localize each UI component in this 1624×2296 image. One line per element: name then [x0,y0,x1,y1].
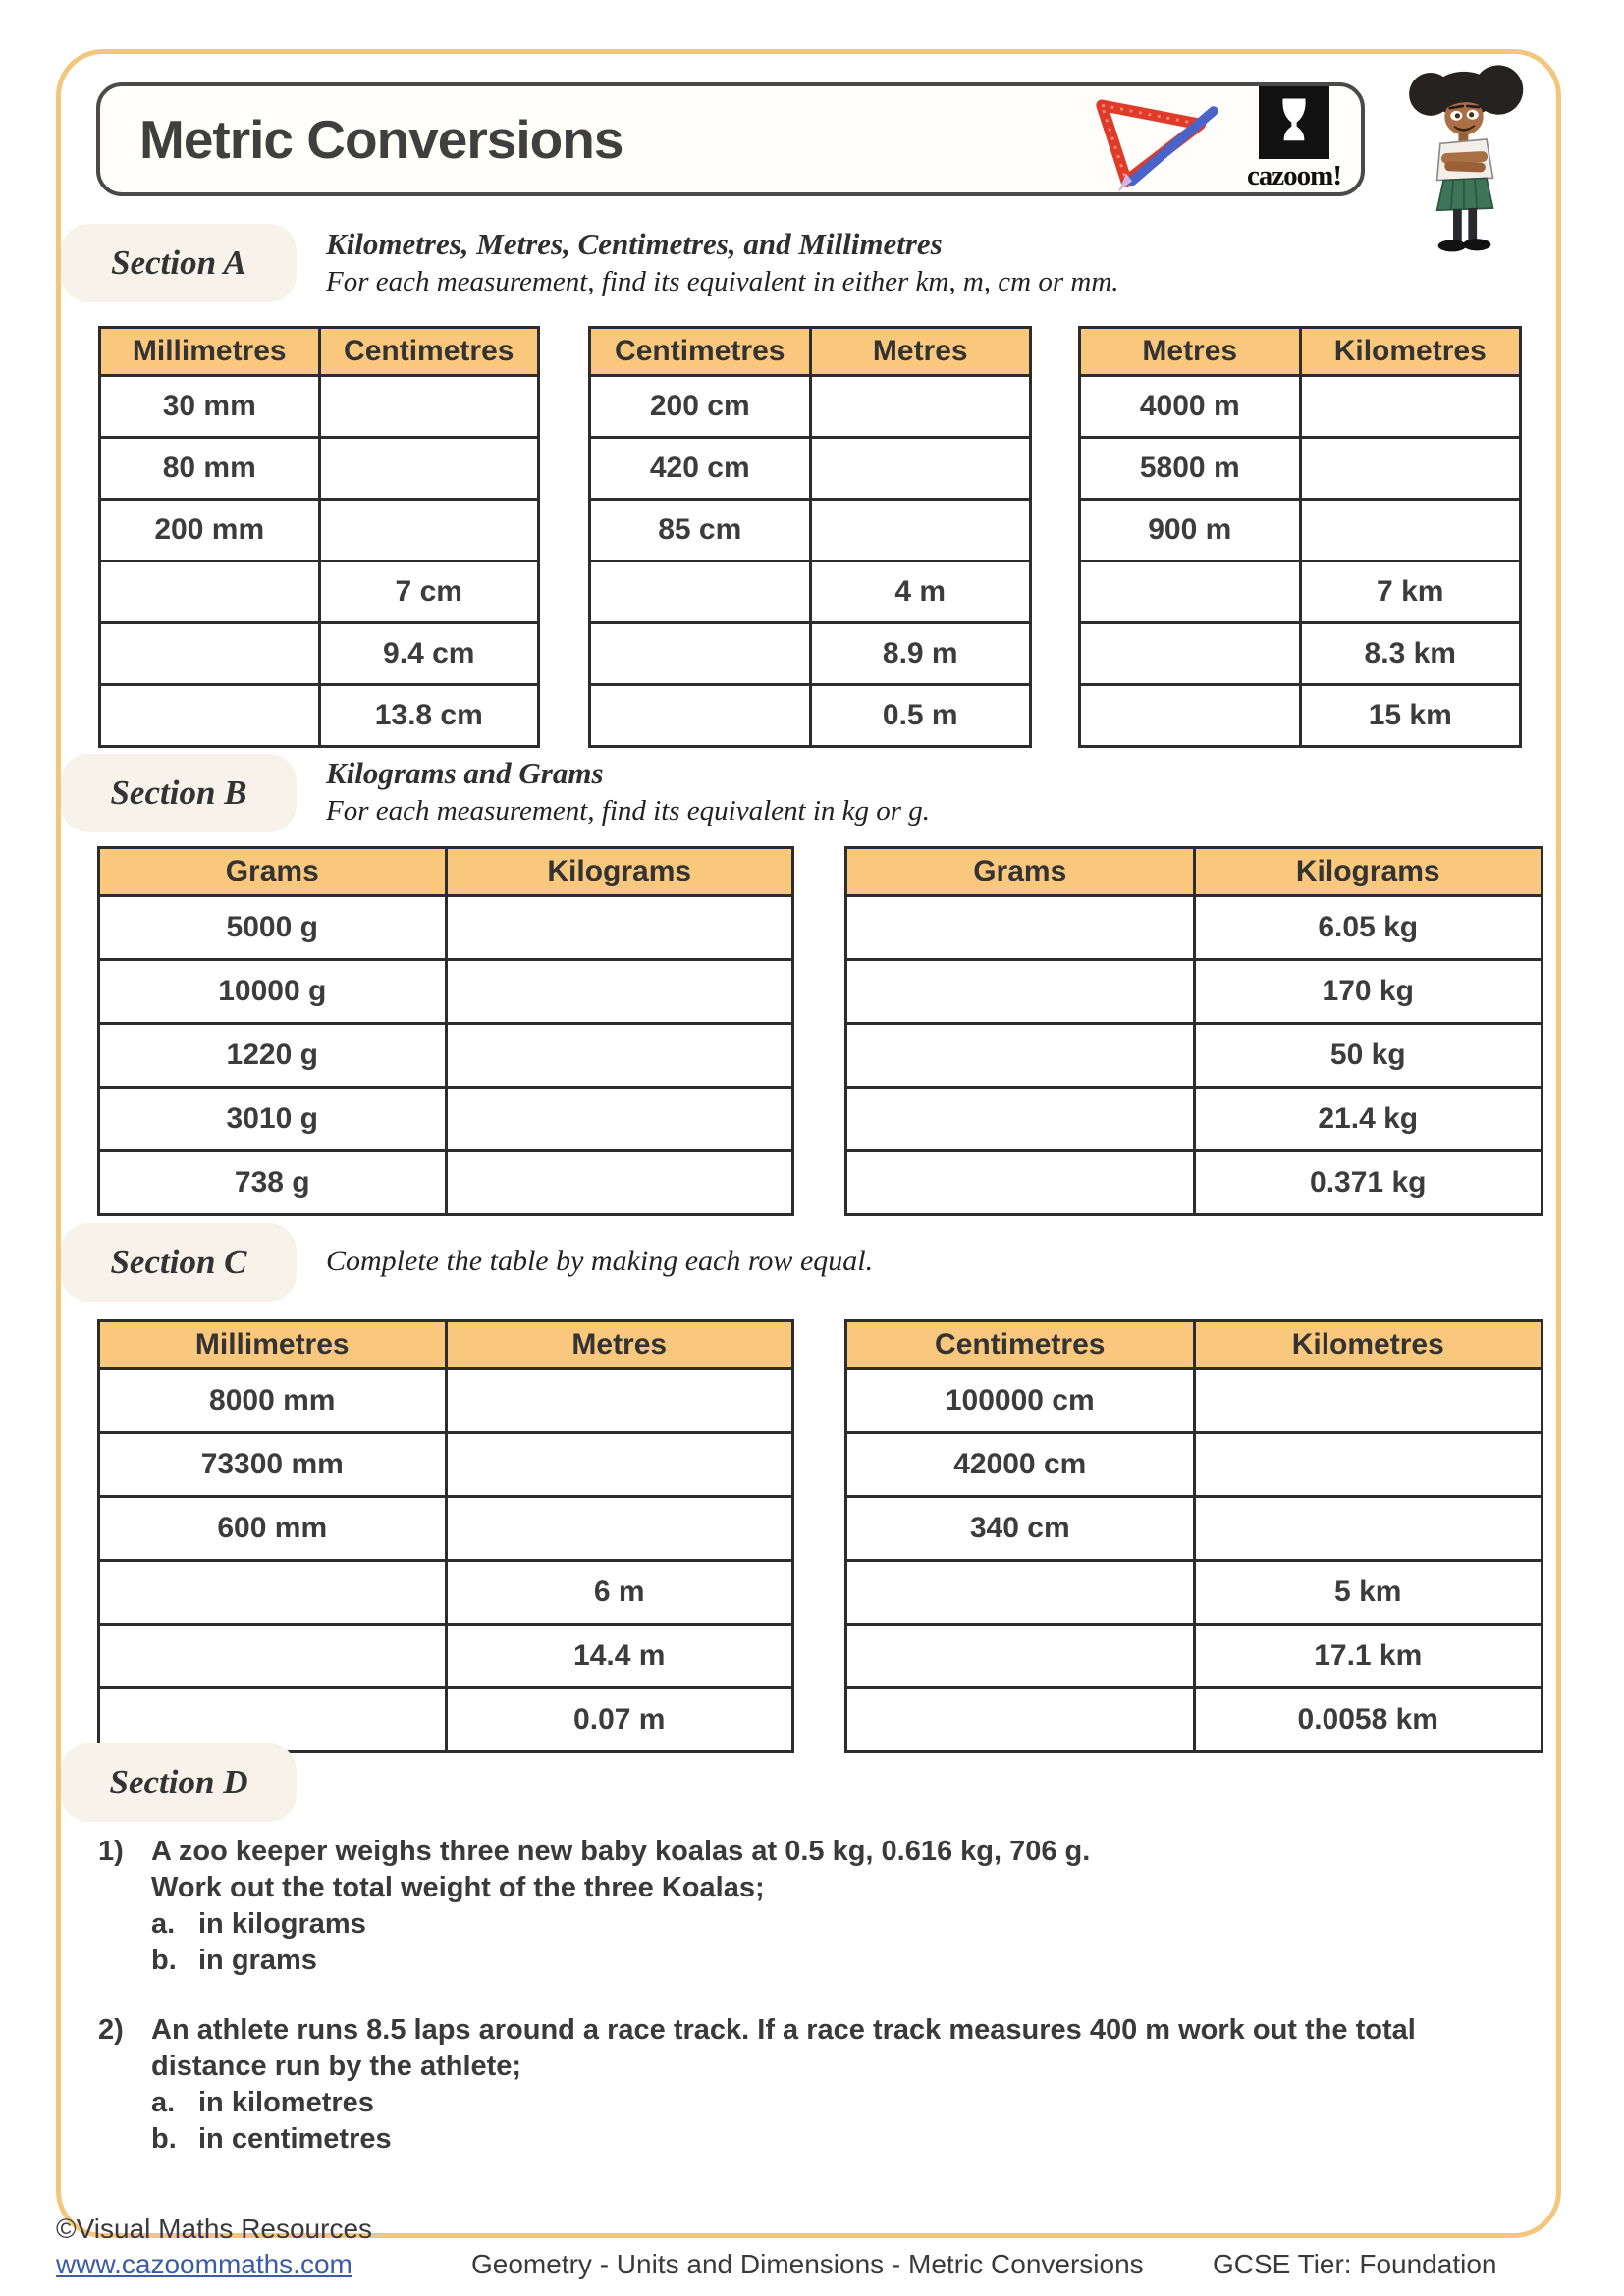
answer-cell [1194,1433,1543,1497]
table-g-to-kg [97,846,794,1216]
column-header: Grams [99,848,447,896]
table-row [846,1024,1543,1088]
table-row [99,1024,793,1088]
answer-cell [446,1369,793,1433]
problem-2 [98,2012,1416,2158]
answer-cell [446,1024,793,1088]
table-row [1080,376,1521,438]
goblet-icon [1269,93,1320,152]
problem-1-number: 1) [98,1836,124,1867]
column-header: Centimetres [319,328,539,376]
cazoom-logo-mark [1259,86,1329,159]
answer-cell [99,1688,447,1752]
table-row [99,1369,793,1433]
table-row [590,623,1031,685]
table-row [846,1433,1543,1497]
answer-cell [590,623,811,685]
value-cell: 15 km [1300,685,1521,747]
answer-cell [446,1088,793,1151]
value-cell: 420 cm [590,438,811,500]
value-cell: 85 cm [590,500,811,561]
header-row [846,848,1543,896]
column-header: Kilometres [1194,1321,1543,1369]
value-cell: 0.371 kg [1194,1151,1543,1215]
answer-cell [810,438,1031,500]
value-cell: 50 kg [1194,1024,1543,1088]
table-row [1080,500,1521,561]
table-row [99,1625,793,1688]
column-header: Grams [846,848,1195,896]
answer-cell [446,1433,793,1497]
answer-cell [446,896,793,960]
table-row [99,1151,793,1215]
problem-1 [98,1834,1090,1979]
value-cell: 14.4 m [446,1625,793,1688]
column-header: Metres [1080,328,1301,376]
table-row [1080,685,1521,747]
table-row [590,685,1031,747]
answer-cell [846,896,1195,960]
table-row [99,896,793,960]
table-row [99,960,793,1024]
value-cell: 0.07 m [446,1688,793,1752]
item-a-text: in kilograms [198,1908,366,1940]
table-row [100,685,539,747]
table-kg-to-g [844,846,1543,1216]
column-header: Kilometres [1300,328,1521,376]
answer-cell [846,1088,1195,1151]
value-cell: 17.1 km [1194,1625,1543,1688]
value-cell: 80 mm [100,438,320,500]
problem-1-line-1: A zoo keeper weighs three new baby koalas at 0.5 kg, 0.616 kg, 706 g. [151,1836,1091,1867]
value-cell: 6 m [446,1561,793,1625]
item-b-text: in centimetres [198,2123,392,2155]
column-header: Millimetres [100,328,320,376]
value-cell: 42000 cm [846,1433,1195,1497]
answer-cell [1080,623,1301,685]
table-row [99,1688,793,1752]
value-cell: 600 mm [99,1497,447,1561]
section-a-label [61,224,297,302]
section-b-label-text: Section B [110,774,247,812]
table-row [100,500,539,561]
answer-cell [846,960,1195,1024]
answer-cell [1300,438,1521,500]
section-c-instruction: Complete the table by making each row equal. [326,1245,874,1277]
answer-cell [446,1497,793,1561]
value-cell: 5 km [1194,1561,1543,1625]
answer-cell [319,376,539,438]
table-row [846,1151,1543,1215]
answer-cell [1300,376,1521,438]
answer-cell [846,1561,1195,1625]
header-row [100,328,539,376]
item-a-label: a. [151,1908,176,1940]
value-cell: 7 km [1300,561,1521,623]
section-d-label-text: Section D [109,1763,248,1801]
column-header: Millimetres [99,1321,447,1369]
set-square-pencil-icon [1084,86,1231,192]
item-a-label: a. [151,2087,176,2118]
value-cell: 9.4 cm [319,623,539,685]
answer-cell [1300,500,1521,561]
value-cell: 30 mm [100,376,320,438]
answer-cell [319,500,539,561]
value-cell: 8000 mm [99,1369,447,1433]
table-row [100,376,539,438]
answer-cell [446,960,793,1024]
answer-cell [846,1024,1195,1088]
value-cell: 738 g [99,1151,447,1215]
answer-cell [446,1151,793,1215]
value-cell: 73300 mm [99,1433,447,1497]
value-cell: 5800 m [1080,438,1301,500]
answer-cell [100,623,320,685]
footer-copyright: ©Visual Maths Resources [56,2214,373,2244]
footer-topic: Geometry - Units and Dimensions - Metric Conversions [471,2249,1144,2279]
answer-cell [99,1625,447,1688]
value-cell: 10000 g [99,960,447,1024]
table-row [846,1088,1543,1151]
answer-cell [100,685,320,747]
column-header: Kilograms [446,848,793,896]
table-row [99,1497,793,1561]
table-row [590,500,1031,561]
item-b-label: b. [151,2123,177,2155]
value-cell: 7 cm [319,561,539,623]
table-cm-to-km [844,1319,1543,1753]
problem-1-item-b [151,1943,1090,1979]
section-d-label [61,1743,297,1822]
logo-row [1084,86,1341,192]
table-row [590,376,1031,438]
section-c-label-text: Section C [110,1243,247,1281]
table-row [100,561,539,623]
problem-1-body [151,1834,1090,1979]
section-c-label [61,1223,297,1302]
table-row [1080,438,1521,500]
table-row [846,1497,1543,1561]
answer-cell [846,1688,1195,1752]
section-b-label [61,754,297,832]
header-row [1080,328,1521,376]
footer-tier: GCSE Tier: Foundation [1213,2249,1497,2279]
header-row [99,848,793,896]
table-mm-to-m [97,1319,794,1753]
item-b-label: b. [151,1945,177,1976]
table-row [590,438,1031,500]
problem-2-line-1: An athlete runs 8.5 laps around a race track. If a race track measures 400 m work out the total [151,2014,1416,2046]
answer-cell [319,438,539,500]
value-cell: 4 m [810,561,1031,623]
problem-1-line-2: Work out the total weight of the three Koalas; [151,1872,765,1903]
column-header: Kilograms [1194,848,1543,896]
value-cell: 6.05 kg [1194,896,1543,960]
table-row [1080,561,1521,623]
value-cell: 5000 g [99,896,447,960]
value-cell: 8.3 km [1300,623,1521,685]
value-cell: 1220 g [99,1024,447,1088]
table-row [100,438,539,500]
answer-cell [1080,685,1301,747]
column-header: Metres [810,328,1031,376]
value-cell: 21.4 kg [1194,1088,1543,1151]
value-cell: 100000 cm [846,1369,1195,1433]
header-row [99,1321,793,1369]
answer-cell [590,561,811,623]
table-row [99,1561,793,1625]
table-row [99,1433,793,1497]
section-b-instruction: For each measurement, find its equivalent in kg or g. [326,795,931,827]
header-row [590,328,1031,376]
header-row [846,1321,1543,1369]
answer-cell [590,685,811,747]
value-cell: 3010 g [99,1088,447,1151]
table-row [846,896,1543,960]
cazoom-logo [1247,86,1341,192]
value-cell: 0.5 m [810,685,1031,747]
table-row [99,1088,793,1151]
section-a-instruction: For each measurement, find its equivalent in either km, m, cm or mm. [326,266,1119,297]
value-cell: 0.0058 km [1194,1688,1543,1752]
section-b-heading: Kilograms and Grams [326,756,604,790]
item-b-text: in grams [198,1945,317,1976]
problem-2-line-2: distance run by the athlete; [151,2051,522,2082]
title-box [96,82,1365,196]
answer-cell [1194,1497,1543,1561]
table-row [1080,623,1521,685]
column-header: Metres [446,1321,793,1369]
value-cell: 200 mm [100,500,320,561]
value-cell: 13.8 cm [319,685,539,747]
table-mm-to-cm [98,326,540,748]
problem-2-body [151,2012,1416,2158]
table-row [590,561,1031,623]
problem-2-item-b [151,2121,1416,2158]
page-title: Metric Conversions [139,109,623,170]
answer-cell [99,1561,447,1625]
table-m-to-km [1078,326,1522,748]
value-cell: 170 kg [1194,960,1543,1024]
answer-cell [810,500,1031,561]
problem-1-item-a [151,1906,1090,1943]
table-row [846,1688,1543,1752]
cazoom-logo-text: cazoom! [1246,160,1341,191]
item-a-text: in kilometres [198,2087,374,2118]
answer-cell [810,376,1031,438]
table-row [846,1561,1543,1625]
table-row [846,1625,1543,1688]
section-a-heading: Kilometres, Metres, Centimetres, and Millimetres [326,227,943,261]
table-row [846,1369,1543,1433]
answer-cell [846,1151,1195,1215]
answer-cell [1194,1369,1543,1433]
table-row [846,960,1543,1024]
answer-cell [1080,561,1301,623]
problem-2-item-a [151,2085,1416,2121]
section-a-label-text: Section A [111,243,246,282]
student-character-illustration [1408,57,1532,257]
value-cell: 8.9 m [810,623,1031,685]
value-cell: 900 m [1080,500,1301,561]
answer-cell [100,561,320,623]
value-cell: 340 cm [846,1497,1195,1561]
value-cell: 200 cm [590,376,811,438]
column-header: Centimetres [590,328,811,376]
problem-2-number: 2) [98,2014,124,2046]
footer-website-link[interactable]: www.cazoommaths.com [56,2249,352,2279]
table-row [100,623,539,685]
table-cm-to-m [588,326,1032,748]
value-cell: 4000 m [1080,376,1301,438]
answer-cell [846,1625,1195,1688]
column-header: Centimetres [846,1321,1195,1369]
